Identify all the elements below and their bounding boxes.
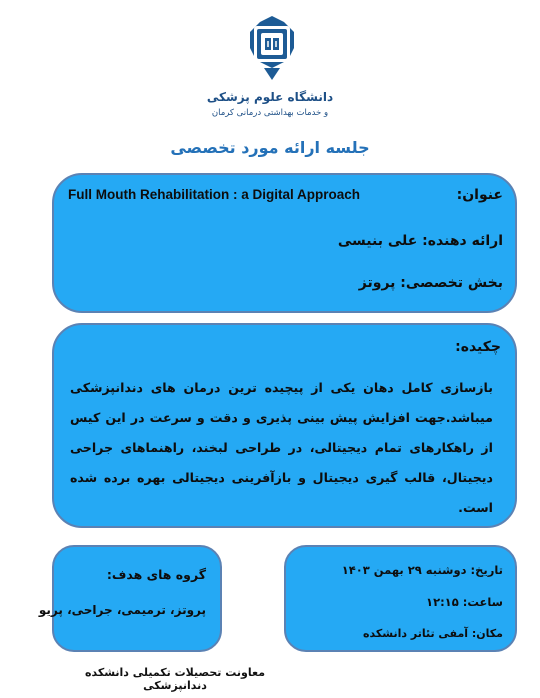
- date-line: تاریخ: دوشنبه ۲۹ بهمن ۱۴۰۳: [341, 563, 503, 577]
- presenter: ارائه دهنده: علی بنیسی: [337, 233, 503, 249]
- target-groups-label: گروه های هدف:: [106, 567, 206, 582]
- abstract-card: [52, 323, 517, 528]
- topic-card: [52, 173, 517, 313]
- topic-label: عنوان:: [456, 187, 503, 203]
- place-line: مکان: آمفی تئاتر دانشکده: [363, 627, 503, 640]
- schedule-card: [284, 545, 517, 652]
- abstract-label: چکیده:: [455, 339, 501, 355]
- time-line: ساعت: ۱۲:۱۵: [426, 595, 503, 609]
- university-subtitle: و خدمات بهداشتی درمانی کرمان: [211, 108, 329, 118]
- university-name: دانشگاه علوم پزشکی: [206, 90, 334, 104]
- session-title: جلسه ارائه مورد تخصصی: [170, 138, 370, 157]
- department: بخش تخصصی: پروتز: [358, 275, 503, 291]
- university-logo: [244, 14, 300, 82]
- target-groups-value: پروتز، ترمیمی، جراحی، پریو: [38, 603, 206, 617]
- topic-value: Full Mouth Rehabilitation : a Digital Approach: [68, 187, 360, 202]
- footer-organizer: معاونت تحصیلات تکمیلی دانشکده دندانپزشکی: [84, 666, 266, 692]
- target-groups-card: [38, 545, 222, 652]
- abstract-text: بازسازی کامل دهان یکی از پیچیده ترین درمان های دندانپزشکی میباشد.جهت افزایش پیش بینی پذیری و دقت و سرعت در این کیس از راهکارهای تمام دیجیتالی، در طراحی لبخند، راهنماهای جراحی دیجیتال، قالب گیری دیجیتال و بازآفرینی دیجیتالی بهره برده شده است.: [70, 380, 493, 515]
